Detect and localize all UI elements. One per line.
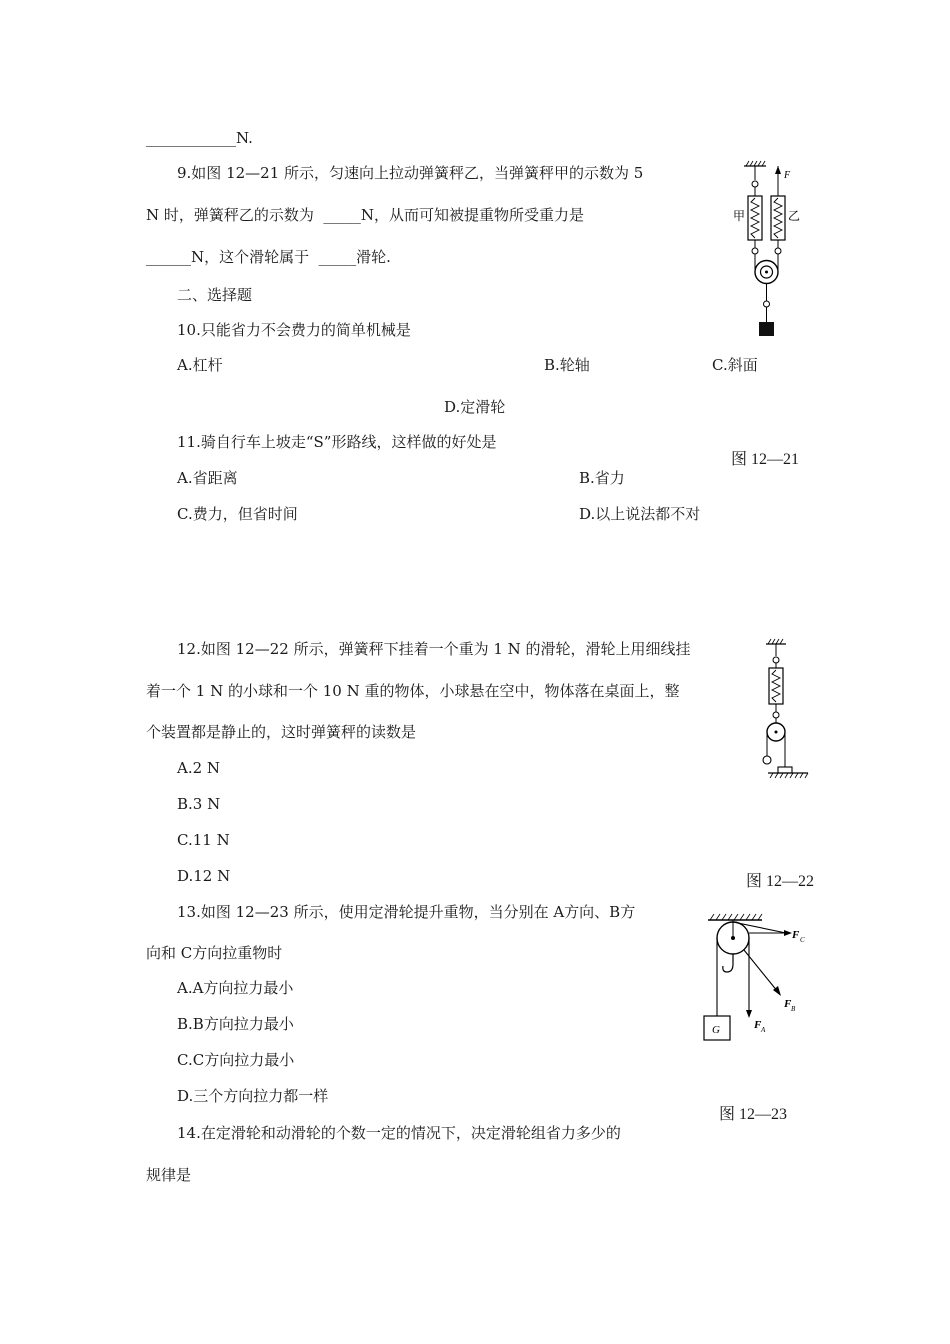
q8-blank-line: ____________N. [146,129,253,147]
section-heading-choice: 二、选择题 [177,286,253,304]
label-fa-sub: A [761,1026,766,1034]
label-jia: 甲 [733,209,746,223]
q13-line-2: 向和 C方向拉重物时 [146,944,283,962]
q11-stem: 11.骑自行车上坡走“S”形路线，这样做的好处是 [177,433,497,451]
label-g: G [712,1024,720,1036]
figure-12-21 [728,158,808,343]
q10-stem: 10.只能省力不会费力的简单机械是 [177,321,411,339]
q11-option-d: D.以上说法都不对 [579,505,701,523]
q11-option-b: B.省力 [579,469,625,487]
q14-line-1: 14.在定滑轮和动滑轮的个数一定的情况下，决定滑轮组省力多少的 [177,1124,621,1142]
q12-line-2: 着一个 1 N 的小球和一个 10 N 重的物体，小球悬在空中，物体落在桌面上，整 [146,682,680,700]
q12-line-1: 12.如图 12—22 所示，弹簧秤下挂着一个重为 1 N 的滑轮，滑轮上用细线挂 [177,640,691,658]
q12-option-b: B.3 N [177,795,221,813]
label-yi: 乙 [788,209,801,223]
q13-option-a: A.A方向拉力最小 [177,979,294,997]
q9-line-2: N 时，弹簧秤乙的示数为 _____N，从而可知被提重物所受重力是 [146,206,585,224]
q9-line-3: ______N，这个滑轮属于 _____滑轮. [146,248,391,266]
q10-option-d: D.定滑轮 [444,398,506,416]
q13-option-d: D.三个方向拉力都一样 [177,1087,329,1105]
label-fb-sub: B [791,1005,796,1013]
q13-option-c: C.C方向拉力最小 [177,1051,295,1069]
figure-12-21-caption: 图 12—21 [731,451,800,468]
q12-option-c: C.11 N [177,831,230,849]
q12-line-3: 个装置都是静止的，这时弹簧秤的读数是 [146,723,417,741]
q10-option-b: B.轮轴 [544,356,590,374]
label-force-f: F [784,170,791,181]
label-fc: F [792,929,800,941]
q13-line-1: 13.如图 12—23 所示，使用定滑轮提升重物，当分别在 A方向、B方 [177,903,636,921]
label-fc-sub: C [800,936,805,944]
figure-12-23 [696,912,816,1044]
q12-option-d: D.12 N [177,867,231,885]
q9-line-1: 9.如图 12—21 所示，匀速向上拉动弹簧秤乙，当弹簧秤甲的示数为 5 [177,164,644,182]
q12-option-a: A.2 N [177,759,221,777]
q13-option-b: B.B方向拉力最小 [177,1015,294,1033]
q10-option-c: C.斜面 [712,356,758,374]
figure-12-22-caption: 图 12—22 [746,873,815,890]
figure-12-23-caption: 图 12—23 [719,1106,788,1123]
q11-option-a: A.省距离 [177,469,238,487]
q11-option-c: C.费力，但省时间 [177,505,298,523]
figure-12-22 [760,636,820,786]
q14-line-2: 规律是 [146,1166,192,1184]
q10-option-a: A.杠杆 [177,356,223,374]
label-fa: F [754,1019,762,1031]
label-fb: F [784,998,792,1010]
